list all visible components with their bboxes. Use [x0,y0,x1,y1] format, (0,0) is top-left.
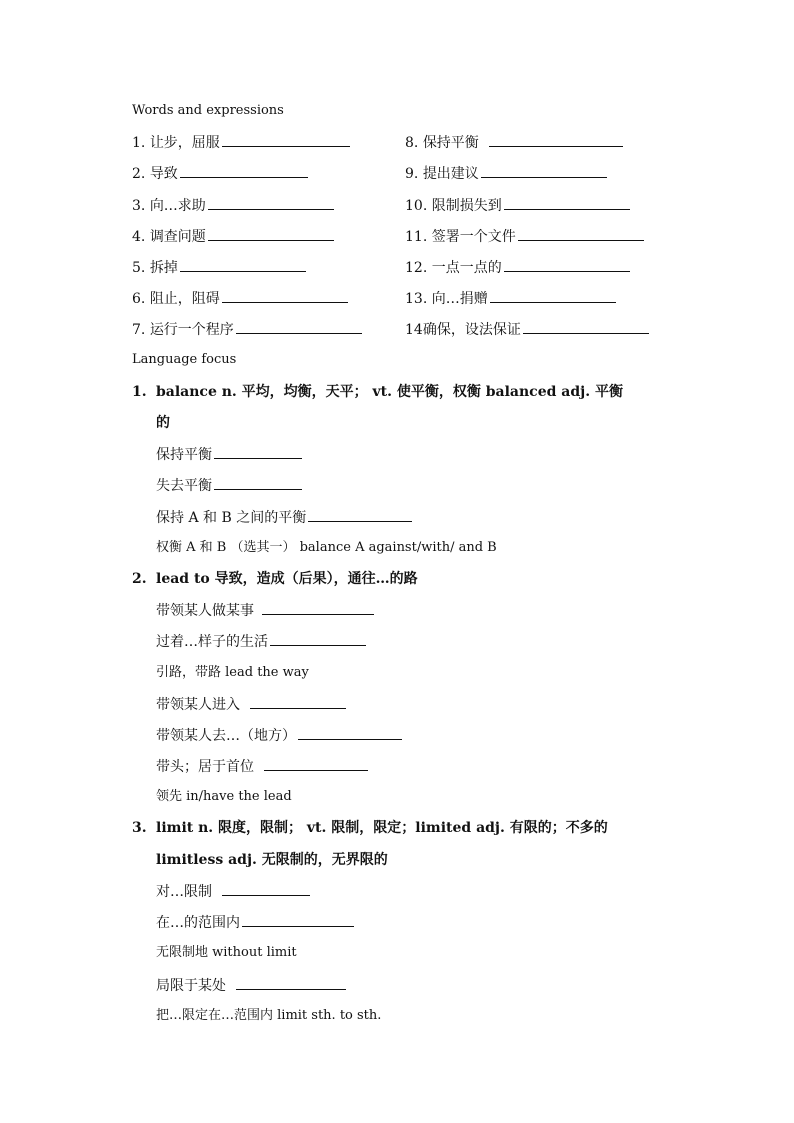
word-item-12: 12. 一点一点的 [405,257,630,278]
answer-blank[interactable] [208,226,334,241]
answer-blank[interactable] [242,912,354,927]
answer-blank[interactable] [298,725,402,740]
word-item-10: 10. 限制损失到 [405,195,630,216]
word-item-7: 7. 运行一个程序 [132,319,362,340]
word-item-11: 11. 签署一个文件 [405,226,644,247]
focus-item-2-sub-5: 带领某人去…（地方） [156,725,402,746]
answer-blank[interactable] [180,257,306,272]
focus-item-3-title: 3. limit n. 限度，限制； vt. 限制，限定；limited adj. 有限的；不多的 [132,820,608,836]
answer-blank[interactable] [490,288,616,303]
answer-blank[interactable] [208,195,334,210]
word-item-13: 13. 向…捐赠 [405,288,616,309]
focus-heading: Language focus [132,352,237,367]
focus-item-3-title-cont: limitless adj. 无限制的，无界限的 [156,852,388,868]
answer-blank[interactable] [214,444,302,459]
answer-blank[interactable] [222,288,348,303]
focus-item-3-sub-4: 局限于某处 [156,975,346,996]
word-item-14: 14确保，设法保证 [405,319,649,340]
focus-item-2-sub-7: 领先 in/have the lead [156,789,292,804]
answer-blank[interactable] [481,163,607,178]
answer-blank[interactable] [222,881,310,896]
focus-item-2-sub-1: 带领某人做某事 [156,600,374,621]
answer-blank[interactable] [264,756,368,771]
focus-item-2-sub-6: 带头；居于首位 [156,756,368,777]
word-item-3: 3. 向…求助 [132,195,334,216]
focus-item-1-sub-3: 保持 A 和 B 之间的平衡 [156,507,412,528]
answer-blank[interactable] [250,694,346,709]
focus-item-3-sub-1: 对…限制 [156,881,310,902]
answer-blank[interactable] [504,257,630,272]
focus-item-1-sub-4: 权衡 A 和 B （选其一） balance A against/with/ and B [156,540,497,555]
word-item-5: 5. 拆掉 [132,257,306,278]
answer-blank[interactable] [180,163,308,178]
answer-blank[interactable] [308,507,412,522]
answer-blank[interactable] [518,226,644,241]
word-item-9: 9. 提出建议 [405,163,607,184]
focus-item-2-sub-4: 带领某人进入 [156,694,346,715]
answer-blank[interactable] [214,475,302,490]
focus-item-3-sub-2: 在…的范围内 [156,912,354,933]
answer-blank[interactable] [270,631,366,646]
words-heading: Words and expressions [132,103,284,118]
word-item-8: 8. 保持平衡 [405,132,623,153]
focus-item-3-sub-5: 把…限定在…范围内 limit sth. to sth. [156,1008,382,1023]
word-item-1: 1. 让步，屈服 [132,132,350,153]
focus-item-1-title-cont: 的 [156,415,170,431]
focus-item-2-sub-2: 过着…样子的生活 [156,631,366,652]
answer-blank[interactable] [504,195,630,210]
focus-item-2-sub-3: 引路，带路 lead the way [156,665,309,680]
answer-blank[interactable] [523,319,649,334]
answer-blank[interactable] [236,975,346,990]
focus-item-1-title: 1. balance n. 平均，均衡，天平； vt. 使平衡，权衡 balanced adj. 平衡 [132,384,623,400]
focus-item-3-sub-3: 无限制地 without limit [156,945,297,960]
word-item-6: 6. 阻止，阻碍 [132,288,348,309]
answer-blank[interactable] [262,600,374,615]
focus-item-1-sub-1: 保持平衡 [156,444,302,465]
answer-blank[interactable] [489,132,623,147]
focus-item-2-title: 2. lead to 导致，造成（后果），通往…的路 [132,571,418,587]
answer-blank[interactable] [236,319,362,334]
word-item-4: 4. 调查问题 [132,226,334,247]
focus-item-1-sub-2: 失去平衡 [156,475,302,496]
word-item-2: 2. 导致 [132,163,308,184]
answer-blank[interactable] [222,132,350,147]
